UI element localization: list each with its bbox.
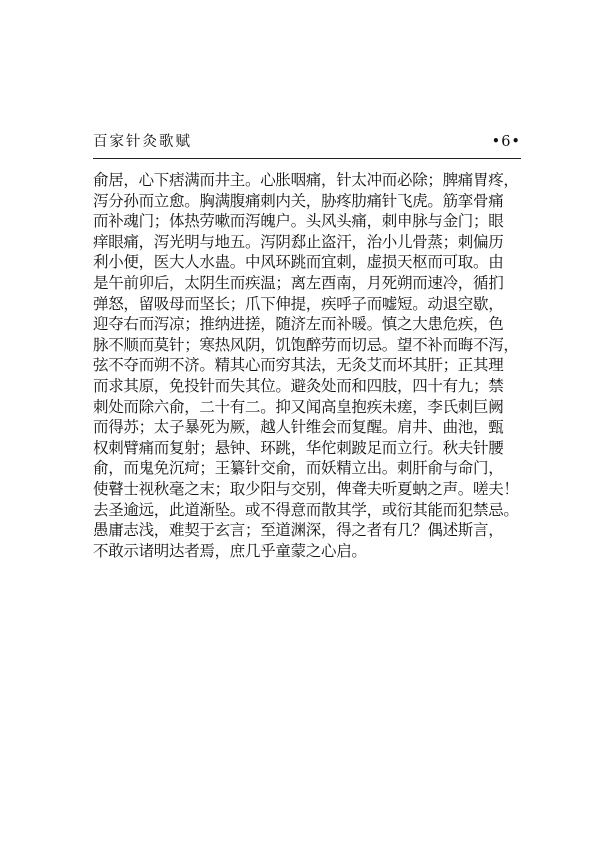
- running-header: [93, 131, 521, 153]
- text-line: 去圣逾远，此道渐坠。或不得意而散其学，或衍其能而犯禁忌。: [93, 500, 519, 519]
- body-text: [93, 170, 525, 561]
- text-line: 权刺臂痛而复射；悬钟、环跳，华佗刺跛足而立行。秋夫针腰: [93, 438, 504, 457]
- text-line: 俞，而鬼免沉疴；王纂针交俞，而妖精立出。刺肝俞与命门，: [93, 459, 504, 478]
- text-line: 刺处而除六俞，二十有二。抑又闻高皇抱疾未瘥，李氏刺巨阙: [93, 397, 504, 416]
- text-line: 弦不夺而朔不济。精其心而穷其法，无灸艾而坏其肝；正其理: [93, 356, 504, 375]
- text-line: 不敢示诸明达者焉，庶几乎童蒙之心启。: [93, 541, 367, 560]
- text-line: 是午前卯后，太阴生而疾温；离左酉南，月死朔而速冷，循扪: [93, 273, 504, 292]
- text-line: 利小便，医大人水蛊。中风环跳而宜刺，虚损天枢而可取。由: [93, 253, 504, 272]
- text-line: 而得苏；太子暴死为厥，越人针维会而复醒。肩井、曲池，甄: [93, 418, 504, 437]
- text-line: 痒眼痛，泻光明与地五。泻阴郄止盗汗，治小儿骨蒸；刺偏历: [93, 232, 504, 251]
- page-number: •6•: [491, 134, 521, 150]
- text-line: 弹怒，留吸母而坚长；爪下伸提，疾呼子而嘘短。动退空歇，: [93, 294, 504, 313]
- header-rule: [93, 158, 521, 159]
- text-line: 脉不顺而莫针；寒热风阴，饥饱醉劳而切忌。望不补而晦不泻，: [93, 335, 519, 354]
- text-line: 愚庸志浅，难契于玄言；至道渊深，得之者有几？偶述斯言，: [93, 521, 504, 540]
- text-line: 俞居，心下痞满而井主。心胀咽痛，针太冲而必除；脾痛胃疼，: [93, 171, 519, 189]
- text-line: 使瞽士视秋毫之末；取少阳与交别，俾聋夫听夏蚋之声。嗟夫！: [93, 479, 519, 498]
- text-line: 而求其原，免投针而失其位。避灸处而和四肢，四十有九；禁: [93, 376, 504, 395]
- book-title: 百家针灸歌赋: [93, 134, 192, 150]
- text-line: 迎夺右而泻凉；推纳进搓，随济左而补暖。慎之大患危疾，色: [93, 315, 504, 334]
- text-line: 泻分孙而立愈。胸满腹痛刺内关，胁疼肋痛针飞虎。筋挛骨痛: [93, 191, 504, 210]
- text-line: 而补魂门；体热劳嗽而泻魄户。头风头痛，刺申脉与金门；眼: [93, 212, 504, 231]
